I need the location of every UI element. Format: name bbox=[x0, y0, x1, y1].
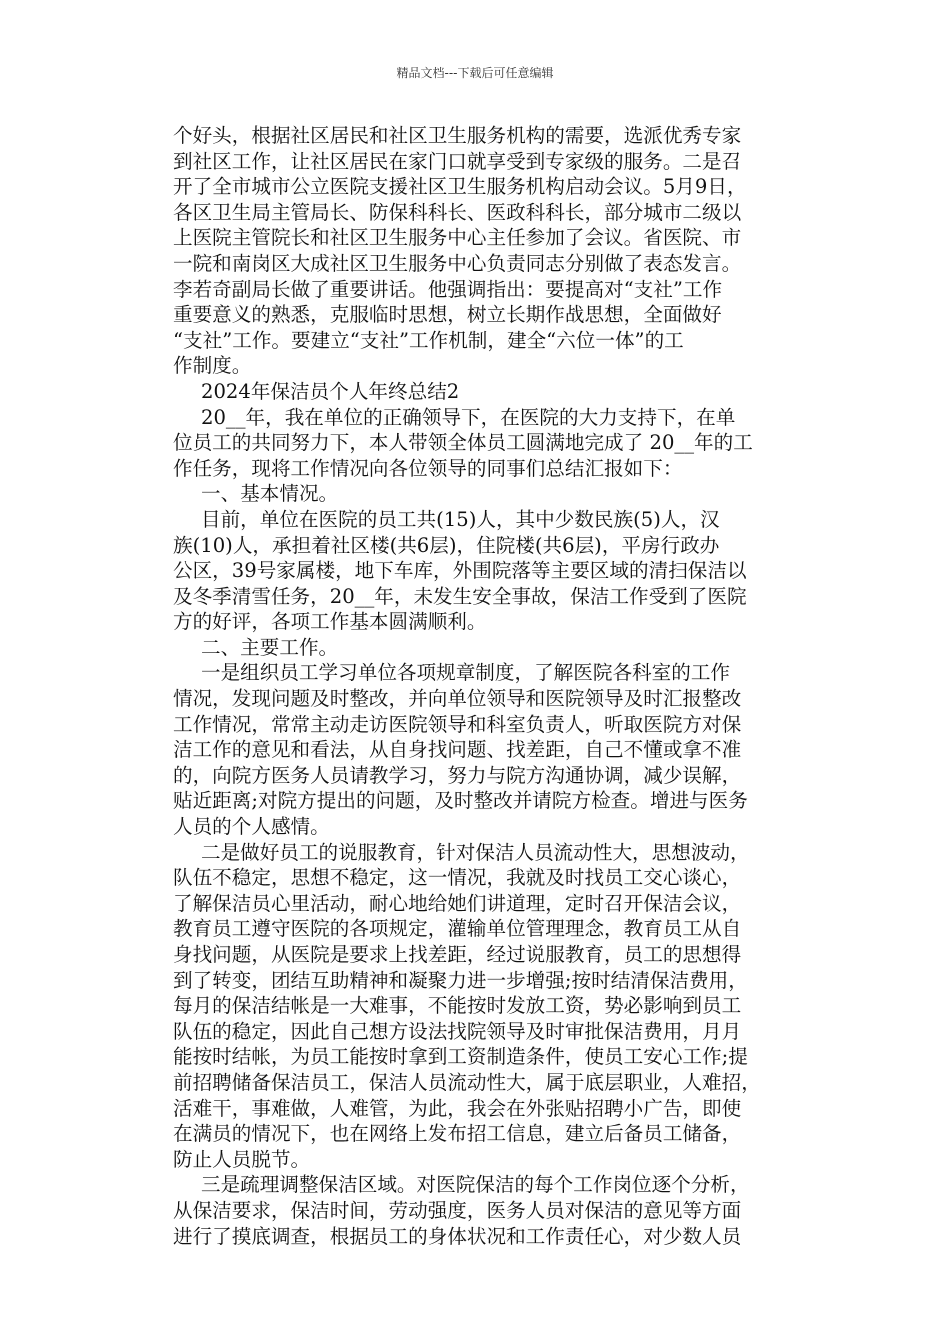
text-line: 每月的保洁结帐是一大难事，不能按时发放工资，势必影响到员工 bbox=[173, 994, 742, 1018]
text-line: 了解保洁员心里活动，耐心地给她们讲道理，定时召开保洁会议， bbox=[173, 891, 742, 915]
text-line: 到社区工作，让社区居民在家门口就享受到专家级的服务。二是召 bbox=[173, 149, 742, 173]
text-line: “支社”工作。要建立“支社”工作机制，建全“六位一体”的工 bbox=[173, 328, 684, 352]
text-line: 20__年，我在单位的正确领导下，在医院的大力支持下，在单 bbox=[201, 405, 736, 429]
text-line: 作制度。 bbox=[173, 354, 252, 378]
text-line: 防止人员脱节。 bbox=[173, 1147, 311, 1171]
text-line: 前招聘储备保洁员工，保洁人员流动性大，属于底层职业，人难招， bbox=[173, 1070, 761, 1094]
text-line: 一院和南岗区大成社区卫生服务中心负责同志分别做了表态发言。 bbox=[173, 251, 742, 275]
text-line: 教育员工遵守医院的各项规定，灌输单位管理理念，教育员工从自 bbox=[173, 917, 742, 941]
text-line: 进行了摸底调查，根据员工的身体状况和工作责任心，对少数人员 bbox=[173, 1224, 742, 1248]
text-line: 情况，发现问题及时整改，并向单位领导和医院领导及时汇报整改 bbox=[173, 687, 742, 711]
text-line: 贴近距离;对院方提出的问题，及时整改并请院方检查。增进与医务 bbox=[173, 789, 748, 813]
text-line: 在满员的情况下，也在网络上发布招工信息，建立后备员工储备， bbox=[173, 1122, 742, 1146]
text-line: 目前，单位在医院的员工共(15)人，其中少数民族(5)人，汉 bbox=[201, 507, 720, 531]
text-line: 李若奇副局长做了重要讲话。他强调指出：要提高对“支社”工作 bbox=[173, 277, 723, 301]
text-line: 洁工作的意见和看法，从自身找问题、找差距，自己不懂或拿不准 bbox=[173, 738, 742, 762]
text-line: 各区卫生局主管局长、防保科科长、医政科科长，部分城市二级以 bbox=[173, 200, 742, 224]
text-line: 队伍不稳定，思想不稳定，这一情况，我就及时找员工交心谈心， bbox=[173, 866, 742, 890]
text-line: 及冬季清雪任务，20__年，未发生安全事故，保洁工作受到了医院 bbox=[173, 584, 747, 608]
text-line: 族(10)人，承担着社区楼(共6层)，住院楼(共6层)，平房行政办 bbox=[173, 533, 720, 557]
text-line: 的，向院方医务人员请教学习，努力与院方沟通协调，减少误解， bbox=[173, 763, 742, 787]
text-line: 个好头，根据社区居民和社区卫生服务机构的需要，选派优秀专家 bbox=[173, 124, 742, 147]
text-line: 开了全市城市公立医院支援社区卫生服务机构启动会议。5月9日， bbox=[173, 175, 747, 199]
text-line: 二、主要工作。 bbox=[201, 635, 339, 659]
text-line: 公区，39号家属楼，地下车库，外围院落等主要区域的清扫保洁以 bbox=[173, 559, 747, 583]
text-line: 三是疏理调整保洁区域。对医院保洁的每个工作岗位逐个分析， bbox=[201, 1173, 750, 1197]
text-line: 位员工的共同努力下，本人带领全体员工圆满地完成了 20__年的工 bbox=[173, 431, 753, 455]
text-line: 能按时结帐，为员工能按时拿到工资制造条件，使员工安心工作;提 bbox=[173, 1045, 748, 1069]
document-body bbox=[173, 123, 833, 1249]
text-line: 身找问题，从医院是要求上找差距，经过说服教育，员工的思想得 bbox=[173, 943, 742, 966]
text-line: 一、基本情况。 bbox=[201, 482, 339, 506]
text-line: 从保洁要求，保洁时间，劳动强度，医务人员对保洁的意见等方面 bbox=[173, 1198, 742, 1222]
text-line: 人员的个人感情。 bbox=[173, 815, 330, 839]
text-line: 重要意义的熟悉，克服临时思想，树立长期作战思想，全面做好 bbox=[173, 303, 722, 327]
text-line: 队伍的稳定，因此自己想方设法找院领导及时审批保洁费用，月月 bbox=[173, 1019, 742, 1043]
text-line: 工作情况，常常主动走访医院领导和科室负责人，听取医院方对保 bbox=[173, 712, 742, 736]
page-header: 精品文档---下载后可任意编辑 bbox=[396, 66, 554, 80]
text-line: 方的好评，各项工作基本圆满顺利。 bbox=[173, 610, 487, 634]
text-line: 活难干，事难做，人难管，为此，我会在外张贴招聘小广告，即使 bbox=[173, 1096, 742, 1120]
text-line: 作任务，现将工作情况向各位领导的同事们总结汇报如下： bbox=[173, 456, 683, 480]
text-line: 二是做好员工的说服教育，针对保洁人员流动性大，思想波动， bbox=[201, 840, 750, 864]
text-line: 上医院主管院长和社区卫生服务中心主任参加了会议。省医院、市 bbox=[173, 226, 742, 250]
text-line: 一是组织员工学习单位各项规章制度，了解医院各科室的工作 bbox=[201, 661, 731, 685]
text-line: 到了转变，团结互助精神和凝聚力进一步增强;按时结清保洁费用， bbox=[173, 968, 748, 992]
text-line: 2024年保洁员个人年终总结2 bbox=[201, 379, 460, 403]
